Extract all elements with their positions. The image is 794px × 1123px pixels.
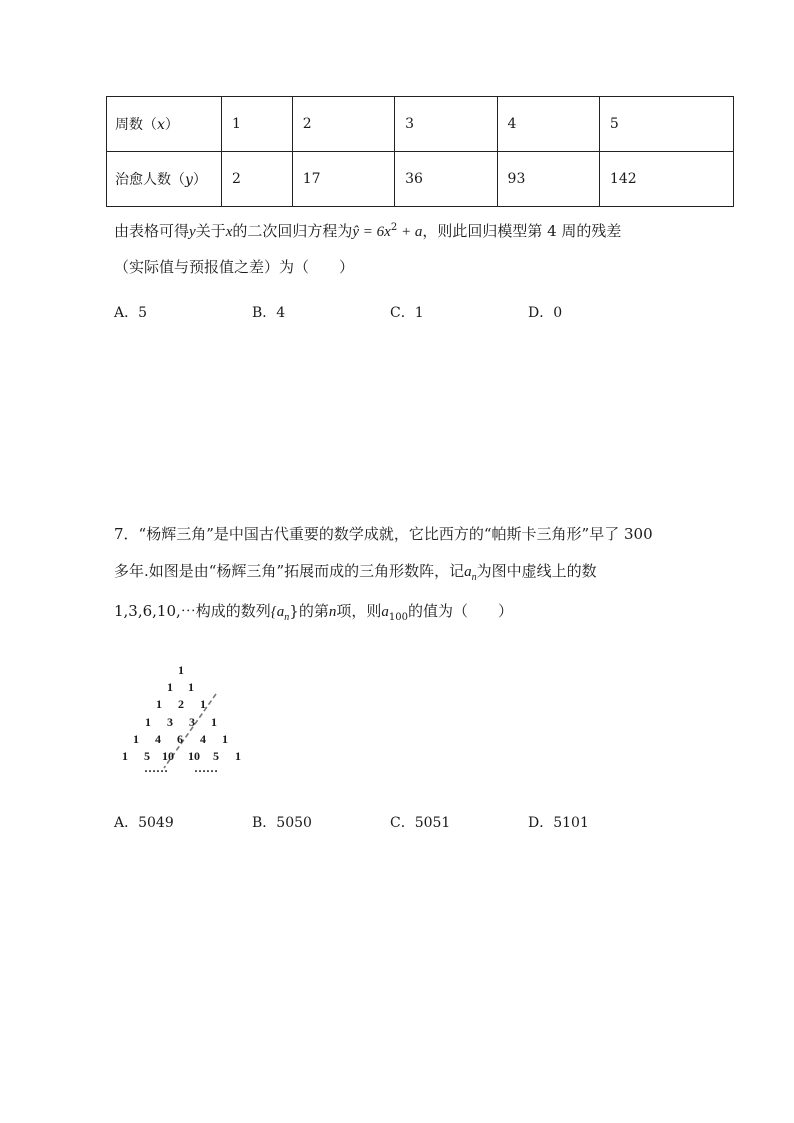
table-cell: 36 [395,152,497,207]
table-cell: 1 [222,97,293,152]
option-c[interactable]: C．1 [390,305,424,321]
table-cell: 142 [599,152,733,207]
q6-text: 的二次回归方程为 [232,222,353,240]
triangle-number: 10 [188,749,200,763]
table-cell: 17 [292,152,394,207]
table-cell: 4 [497,97,599,152]
q7-text: 的第 [298,602,329,620]
table-cell: 93 [497,152,599,207]
row-header-weeks [107,97,222,152]
math-var: a [464,564,472,580]
option-c[interactable]: C．5051 [390,815,451,831]
table-row-cured [107,152,734,207]
option-a[interactable]: A．5 [114,305,148,321]
q6-text-line1 [114,220,621,241]
subscript: 100 [388,612,408,623]
q7-text: 项，则 [336,602,382,620]
triangle-ellipsis: …… [194,761,218,775]
triangle-number: 3 [189,715,195,729]
triangle-number: 1 [145,715,151,729]
triangle-number: 1 [122,749,128,763]
math-var: y [189,224,196,240]
option-b[interactable]: B．5050 [252,815,312,831]
triangle-number: 1 [222,732,228,746]
triangle-number: 2 [178,697,184,711]
triangle-number: 1 [133,732,139,746]
math-var: a [381,604,389,620]
triangle-number: 10 [162,749,174,763]
triangle-number: 1 [167,680,173,694]
triangle-number: 1 [211,715,217,729]
q7-text-line2 [114,560,597,583]
regression-equation-tail: + a [397,224,423,240]
q6-text: 关于 [195,222,226,240]
q6-text: 由表格可得 [114,222,190,240]
triangle-number: 6 [177,732,183,746]
row-header-var: x [157,117,165,133]
option-d[interactable]: D．5101 [528,815,589,831]
math-var: n [328,604,337,620]
triangle-number: 3 [167,715,173,729]
q6-text: ，则此回归模型第 4 周的残差 [422,222,622,240]
option-b[interactable]: B．4 [252,305,286,321]
triangle-number: 1 [156,697,162,711]
yanghui-triangle-figure [110,660,260,780]
triangle-number: 1 [235,749,241,763]
exponent: 2 [390,222,398,233]
triangle-number: 1 [200,697,206,711]
row-header-cured [107,152,222,207]
triangle-number: 1 [188,680,194,694]
table-cell: 2 [292,97,394,152]
subscript: n [284,612,290,623]
triangle-number: 5 [213,749,219,763]
q7-text: 的值为（ ） [407,602,513,620]
triangle-number: 4 [200,732,206,746]
q7-text-line3 [114,600,513,623]
triangle-number: 1 [178,663,184,677]
math-var: {a [270,604,285,620]
math-var: } [289,602,299,620]
q6-text-line2: （实际值与预报值之差）为（ ） [114,258,355,276]
row-header-var: y [185,172,193,188]
row-header-close: ） [192,172,207,188]
data-table [106,96,734,207]
q7-text: 1,3,6,10,⋯构成的数列 [114,602,271,620]
math-var: x [225,224,233,240]
option-a[interactable]: A．5049 [114,815,174,831]
row-header-label: 治愈人数（ [115,172,185,188]
regression-equation: ŷ = 6x [352,224,391,240]
option-d[interactable]: D．0 [528,305,563,321]
table-cell: 2 [222,152,293,207]
triangle-number: 4 [155,732,161,746]
triangle-ellipsis: …… [144,761,168,775]
table-cell: 5 [599,97,733,152]
table-cell: 3 [395,97,497,152]
triangle-number: 5 [144,749,150,763]
table-row-weeks [107,97,734,152]
q7-text-line1: 7．“杨辉三角”是中国古代重要的数学成就，它比西方的“帕斯卡三角形”早了 300 [114,525,653,543]
subscript: n [471,572,477,583]
row-header-label: 周数（ [115,117,157,133]
q7-text: 多年.如图是由“杨辉三角”拓展而成的三角形数阵，记 [114,562,465,580]
row-header-close: ） [164,117,179,133]
q7-text: 为图中虚线上的数 [476,562,597,580]
